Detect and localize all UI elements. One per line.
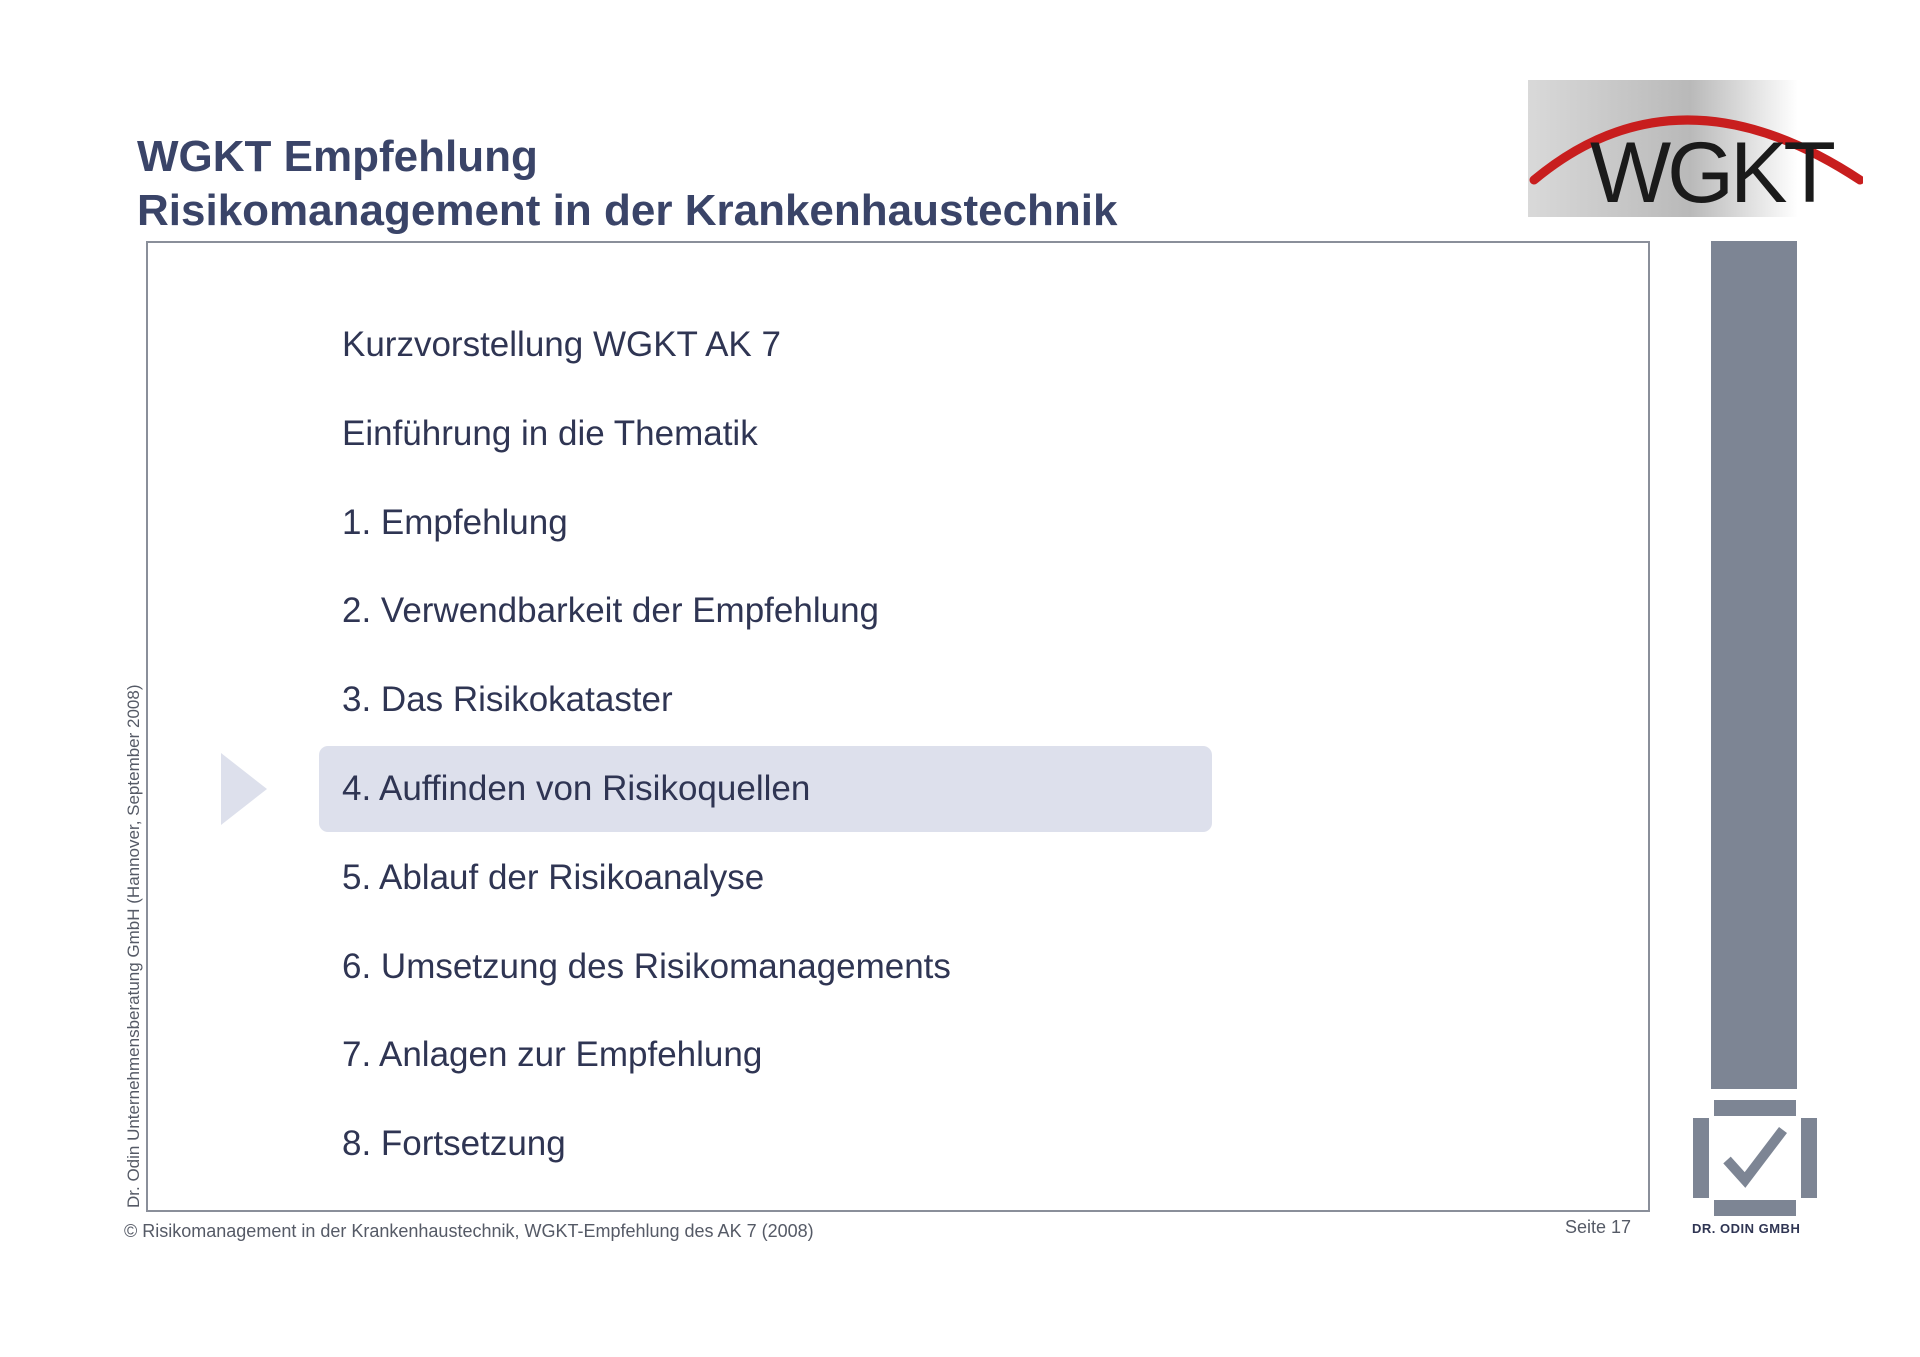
agenda-item-2: 2. Verwendbarkeit der Empfehlung	[342, 591, 879, 630]
agenda-item-5: 5. Ablauf der Risikoanalyse	[342, 858, 765, 897]
footer-copyright: © Risikomanagement in der Krankenhaustechnik, WGKT-Empfehlung des AK 7 (2008)	[124, 1221, 814, 1241]
agenda-item-1: 1. Empfehlung	[342, 503, 568, 542]
decorative-side-bar	[1711, 241, 1797, 1089]
title-line-2: Risikomanagement in der Krankenhaustechnik	[137, 186, 1118, 235]
current-item-arrow-icon	[221, 753, 267, 825]
agenda-item-8: 8. Fortsetzung	[342, 1124, 566, 1163]
agenda-item-kurzvorstellung: Kurzvorstellung WGKT AK 7	[342, 325, 781, 364]
odin-checkmark-logo-icon	[1693, 1100, 1817, 1216]
logo-text: WGKT	[1590, 125, 1832, 217]
agenda-item-3: 3. Das Risikokataster	[342, 680, 673, 719]
vertical-company-note: Dr. Odin Unternehmensberatung GmbH (Hannover, September 2008)	[124, 684, 143, 1208]
agenda-list	[148, 243, 1648, 1210]
page-number: Seite 17	[1565, 1217, 1632, 1237]
wgkt-logo	[1528, 80, 1863, 217]
agenda-item-4-active: 4. Auffinden von Risikoquellen	[342, 769, 811, 808]
title-line-1: WGKT Empfehlung	[137, 132, 538, 181]
content-frame	[146, 241, 1650, 1212]
agenda-item-6: 6. Umsetzung des Risikomanagements	[342, 947, 951, 986]
company-label: DR. ODIN GMBH	[1692, 1221, 1801, 1236]
agenda-item-einfuehrung: Einführung in die Thematik	[342, 414, 758, 453]
page-title	[137, 130, 1118, 238]
agenda-item-7: 7. Anlagen zur Empfehlung	[342, 1035, 763, 1074]
